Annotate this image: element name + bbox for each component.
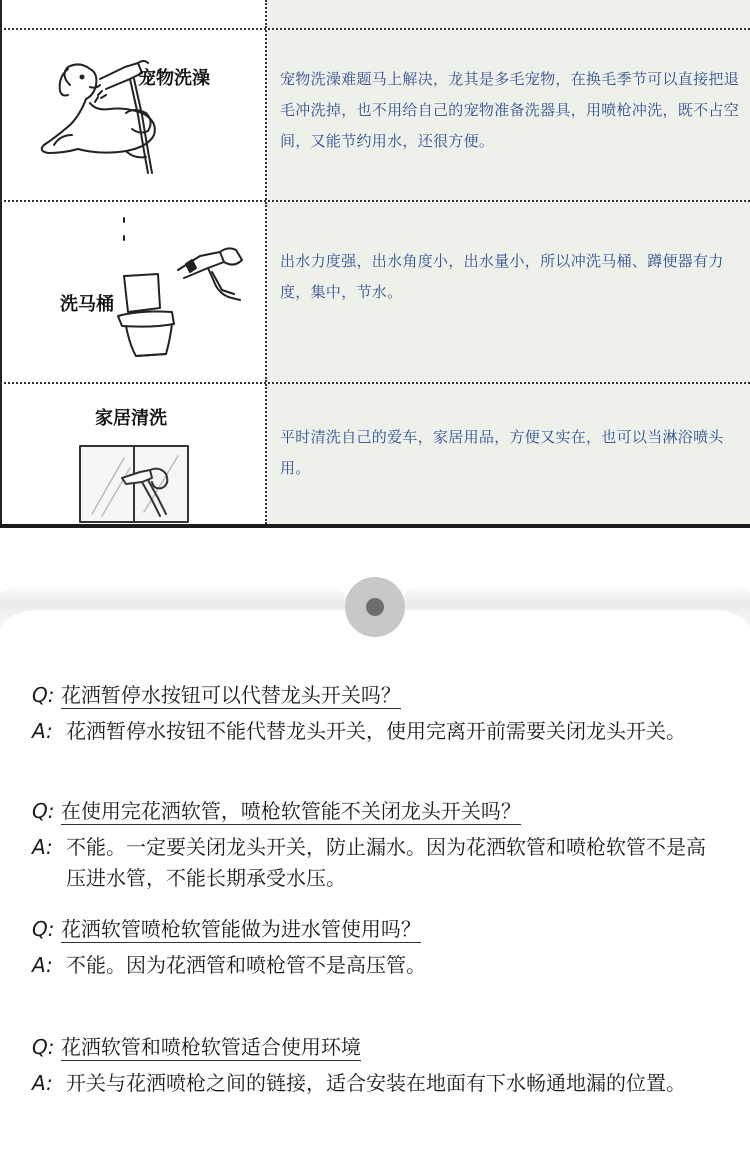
answer-text: 花洒暂停水按钮不能代替龙头开关，使用完离开前需要关闭龙头开关。 — [66, 719, 686, 743]
a-prefix: A: — [32, 719, 53, 743]
question-text: 在使用完花洒软管，喷枪软管能不关闭龙头开关吗？ — [60, 799, 521, 823]
qa-item — [32, 1032, 722, 1099]
table-row-pet-bath — [0, 30, 750, 200]
row-description: 宠物洗澡难题马上解决，龙其是多毛宠物，在换毛季节可以直接把退毛冲洗掉，也不用给自己的宠物准备洗器具，用喷枪冲洗，既不占空间，又能节约用水，还很方便。 — [280, 70, 740, 150]
table-row-home-cleaning — [0, 384, 750, 524]
question — [32, 914, 722, 944]
a-prefix: A: — [32, 953, 53, 977]
question-text: 花洒软管和喷枪软管适合使用环境 — [60, 1035, 361, 1059]
row-description: 平时清洗自己的爱车，家居用品，方便又实在，也可以当淋浴喷头用。 — [280, 428, 724, 477]
question — [32, 1032, 722, 1062]
answer-text: 不能。因为花洒管和喷枪管不是高压管。 — [66, 953, 426, 977]
row-title: 家居清洗 — [95, 408, 167, 429]
q-prefix: Q: — [32, 683, 55, 707]
table-bottom-rule — [0, 524, 750, 528]
answer-text: 不能。一定要关闭龙头开关，防止漏水。因为花洒软管和喷枪软管不是高压进水管，不能长期承受水压。 — [66, 835, 706, 890]
q-prefix: Q: — [32, 1035, 55, 1059]
qa-item — [32, 680, 722, 747]
section-divider — [0, 540, 750, 650]
toilet-cleaning-illustration — [112, 216, 252, 366]
a-prefix: A: — [32, 835, 53, 859]
answer — [32, 716, 722, 747]
answer — [32, 950, 722, 981]
row-title: 宠物洗澡 — [138, 68, 210, 89]
row-title: 洗马桶 — [60, 294, 114, 315]
qa-item — [32, 914, 722, 981]
question-text: 花洒暂停水按钮可以代替龙头开关吗？ — [60, 683, 401, 707]
answer-text: 开关与花洒喷枪之间的链接，适合安装在地面有下水畅通地漏的位置。 — [66, 1071, 686, 1095]
window-cleaning-illustration — [78, 444, 190, 524]
answer — [32, 1068, 722, 1099]
usage-table — [0, 0, 750, 528]
question — [32, 680, 722, 710]
qa-item — [32, 796, 722, 894]
a-prefix: A: — [32, 1071, 53, 1095]
question — [32, 796, 722, 826]
table-row-partial — [0, 0, 750, 28]
row-description: 出水力度强，出水角度小，出水量小，所以冲洗马桶、蹲便器有力度，集中，节水。 — [280, 252, 724, 301]
table-row-toilet — [0, 202, 750, 382]
q-prefix: Q: — [32, 799, 55, 823]
circle-dot-icon — [345, 577, 405, 637]
q-prefix: Q: — [32, 917, 55, 941]
answer — [32, 832, 722, 894]
question-text: 花洒软管喷枪软管能做为进水管使用吗？ — [60, 917, 421, 941]
